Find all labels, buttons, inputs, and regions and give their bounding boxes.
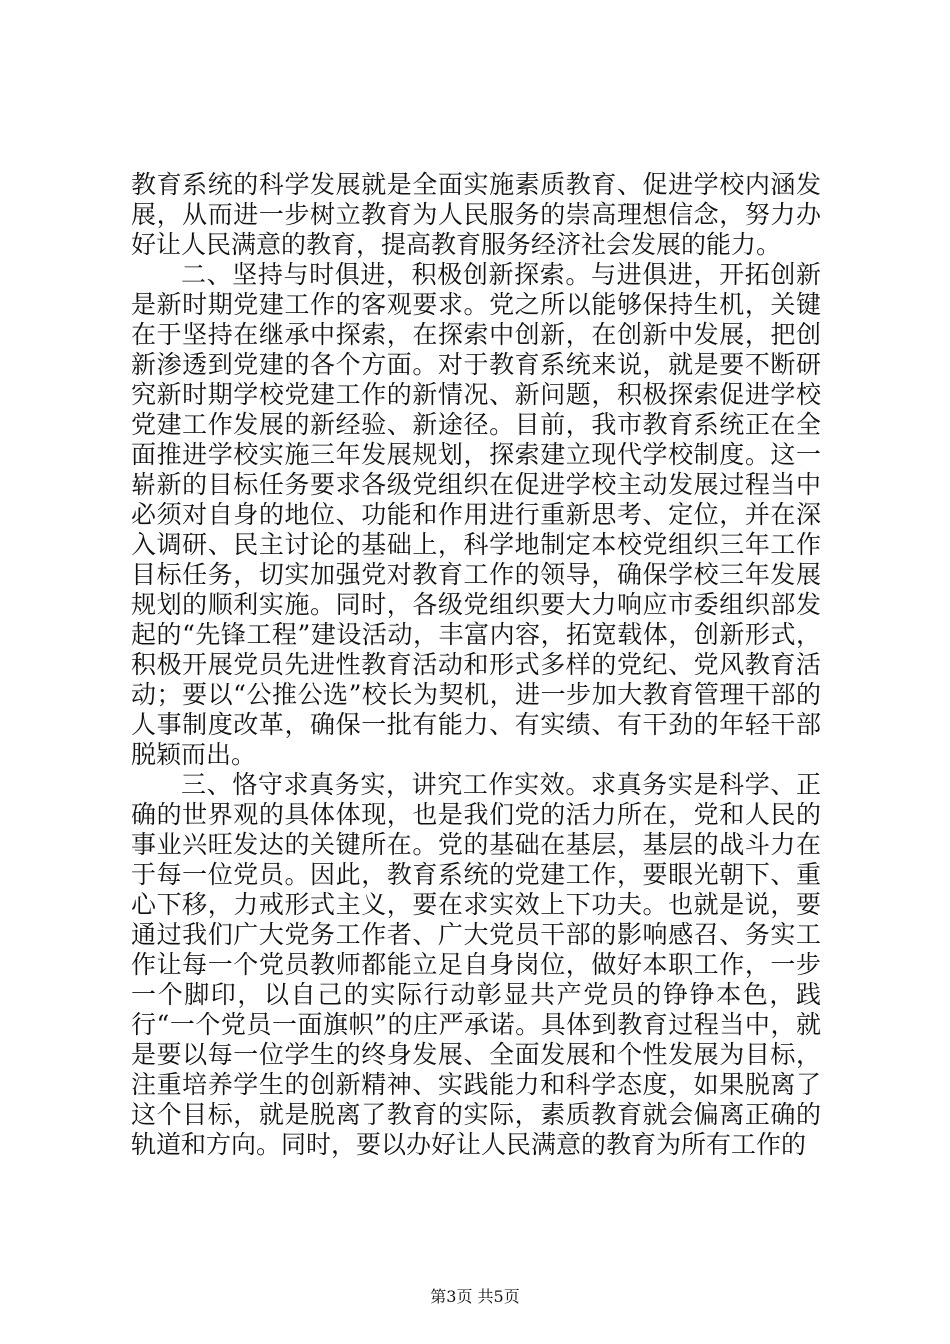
paragraph-section-three: 三、恪守求真务实，讲究工作实效。求真务实是科学、正确的世界观的具体体现，也是我们党的活力所在，党和人民的事业兴旺发达的关键所在。党的基础在基层，基层的战斗力在于每一位党员。因此，教育系统的党建工作，要眼光朝下、重心下移，力戒形式主义，要在求实效上下功夫。也就是说，要通过我们广大党务工作者、广大党员干部的影响感召、务实工作让每一个党员教师都能立足自身岗位，做好本职工作，一步一个脚印，以自己的实际行动彰显共产党员的铮铮本色，践行“一个党员一面旗帜”的庄严承诺。具体到教育过程当中，就是要以每一位学生的终身发展、全面发展和个性发展为目标，注重培养学生的创新精神、实践能力和科学态度，如果脱离了这个目标，就是脱离了教育的实际，素质教育就会偏离正确的轨道和方向。同时，要以办好让人民满意的教育为所有工作的 (131, 770, 821, 1159)
page-footer: 第3页 共5页 (430, 1287, 520, 1306)
paragraph-section-two: 二、坚持与时俱进，积极创新探索。与进俱进，开拓创新是新时期党建工作的客观要求。党之所以能够保持生机，关键在于坚持在继承中探索，在探索中创新，在创新中发展，把创新渗透到党建的各个方面。对于教育系统来说，就是要不断研究新时期学校党建工作的新情况、新问题，积极探索促进学校党建工作发展的新经验、新途径。目前，我市教育系统正在全面推进学校实施三年发展规划，探索建立现代学校制度。这一崭新的目标任务要求各级党组织在促进学校主动发展过程当中必须对自身的地位、功能和作用进行重新思考、定位，并在深入调研、民主讨论的基础上，科学地制定本校党组织三年工作目标任务，切实加强党对教育工作的领导，确保学校三年发展规划的顺利实施。同时，各级党组织要大力响应市委组织部发起的“先锋工程”建设活动，丰富内容，拓宽载体，创新形式，积极开展党员先进性教育活动和形式多样的党纪、党风教育活动；要以“公推公选”校长为契机，进一步加大教育管理干部的人事制度改革，确保一批有能力、有实绩、有干劲的年轻干部脱颖而出。 (131, 260, 821, 769)
document-body (131, 170, 821, 1160)
paragraph-continuation: 教育系统的科学发展就是全面实施素质教育、促进学校内涵发展，从而进一步树立教育为人民服务的崇高理想信念，努力办好让人民满意的教育，提高教育服务经济社会发展的能力。 (131, 170, 821, 259)
